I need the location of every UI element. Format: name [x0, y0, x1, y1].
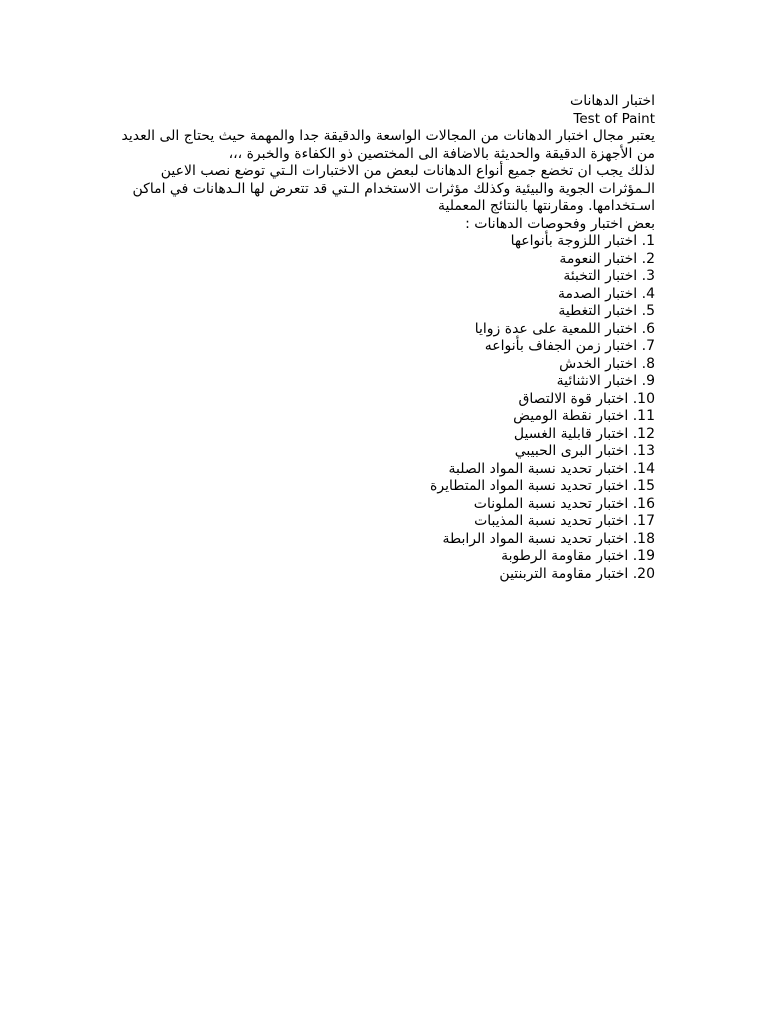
test-list	[95, 233, 655, 583]
paragraph-line: من الأجهزة الدقيقة والحديثة بالاضافة الى المختصين ذو الكفاءة والخبرة ،،،	[228, 145, 655, 162]
list-item: 17. اختبار تحديد نسبة المذيبات	[474, 513, 655, 529]
list-item: 2. اختبار النعومة	[559, 250, 655, 267]
paragraph-line: لذلك يجب ان تخضع جميع أنواع الدهانات لبعض من الاختبارات الـتي توضع نصب الاعين	[160, 163, 655, 179]
list-item: 1. اختبار اللزوجة بأنواعها	[510, 233, 655, 249]
list-item: 10. اختبار قوة الالتصاق	[518, 390, 655, 407]
list-item: 6. اختبار اللمعية على عدة زوايا	[474, 320, 655, 337]
list-item: 3. اختبار التخبئة	[563, 268, 655, 284]
list-item: 4. اختبار الصدمة	[558, 285, 655, 302]
list-item: 11. اختبار نقطة الوميض	[513, 408, 655, 424]
list-item: 20. اختبار مقاومة التربنتين	[499, 565, 655, 582]
list-item: 15. اختبار تحديد نسبة المواد المتطايرة	[430, 478, 655, 494]
list-heading: بعض اختبار وفحوصات الدهانات :	[465, 215, 655, 232]
list-item: 9. اختبار الانثنائية	[556, 373, 655, 389]
document-page	[95, 93, 655, 583]
list-item: 18. اختبار تحديد نسبة المواد الرابطة	[442, 530, 655, 547]
list-item: 14. اختبار تحديد نسبة المواد الصلبة	[448, 460, 655, 477]
list-item: 19. اختبار مقاومة الرطوبة	[501, 548, 655, 564]
list-item: 8. اختبار الخدش	[559, 355, 655, 372]
list-item: 16. اختبار تحديد نسبة الملونات	[473, 495, 655, 512]
paragraph-line: الـمؤثرات الجوية والبيئية وكذلك مؤثرات الاستخدام الـتي قد تتعرض لها الـدهانات في اماكن	[132, 180, 655, 197]
document-title: اختبار الدهانات	[570, 93, 655, 109]
intro-paragraph	[95, 128, 655, 233]
list-item: 5. اختبار التغطية	[558, 303, 655, 319]
list-item: 7. اختبار زمن الجفاف بأنواعه	[484, 338, 655, 354]
paragraph-line: اسـتخدامها. ومقارنتها بالنتائج المعملية	[438, 198, 655, 214]
document-subtitle: Test of Paint	[573, 110, 655, 127]
paragraph-line: يعتبر مجال اختبار الدهانات من المجالات الواسعة والدقيقة جدا والمهمة حيث يحتاج الى العديد	[121, 128, 655, 144]
list-item: 12. اختبار قابلية الغسيل	[513, 425, 655, 442]
list-item: 13. اختبار البرى الحبيبي	[514, 443, 655, 459]
